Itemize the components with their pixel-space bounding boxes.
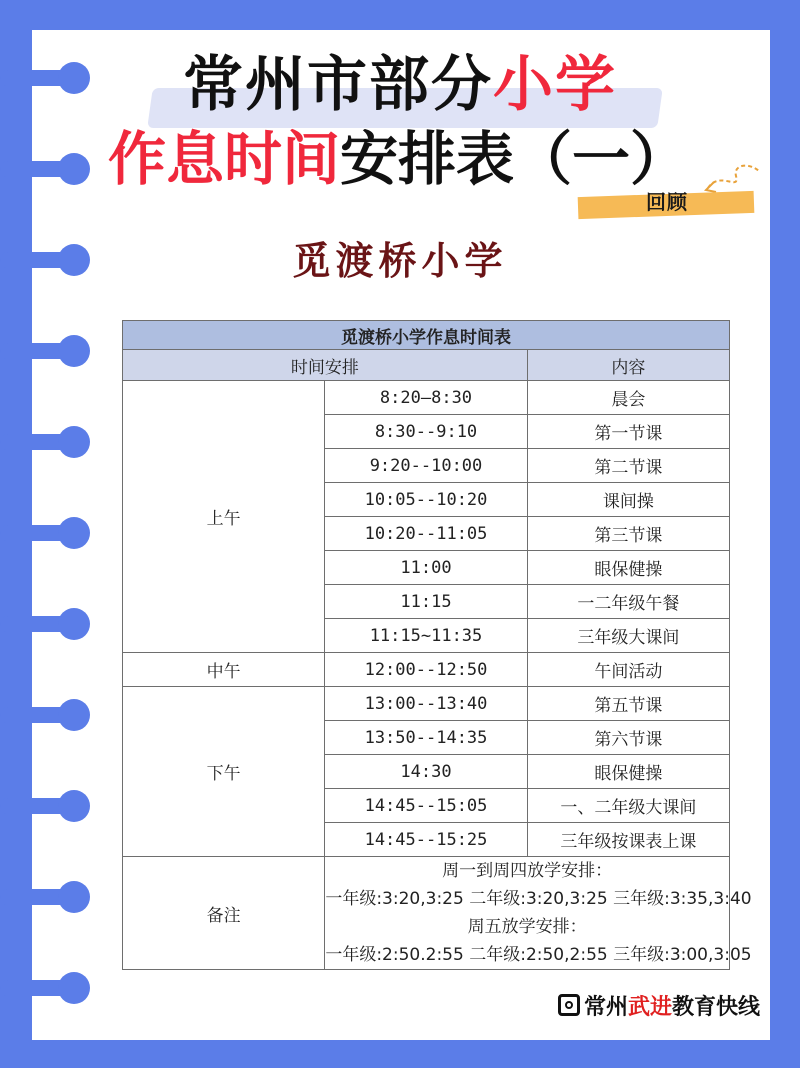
page-title-line2 bbox=[108, 124, 688, 194]
content-cell: 课间操 bbox=[527, 483, 729, 517]
title-text-black: 常州市部分 bbox=[183, 50, 493, 120]
table-row bbox=[123, 653, 730, 687]
time-cell: 14:45--15:05 bbox=[325, 789, 527, 823]
review-label: 回顾 bbox=[646, 190, 688, 214]
period-label-noon: 中午 bbox=[123, 653, 325, 687]
period-label-afternoon: 下午 bbox=[123, 687, 325, 857]
time-cell: 9:20--10:00 bbox=[325, 449, 527, 483]
binder-ring bbox=[0, 426, 88, 458]
time-cell: 14:30 bbox=[325, 755, 527, 789]
time-cell: 13:50--14:35 bbox=[325, 721, 527, 755]
schedule-table bbox=[122, 320, 752, 970]
content-cell: 第一节课 bbox=[527, 415, 729, 449]
content-cell: 眼保健操 bbox=[527, 551, 729, 585]
table-row bbox=[123, 687, 730, 721]
content-cell: 第二节课 bbox=[527, 449, 729, 483]
notes-line: 一年级:2:50.2:55 二年级:2:50,2:55 三年级:3:00,3:05 bbox=[325, 945, 752, 965]
brand-text: 常州 bbox=[583, 995, 628, 1020]
school-name-heading: 觅渡桥小学 bbox=[292, 238, 508, 283]
time-cell: 10:05--10:20 bbox=[325, 483, 527, 517]
binder-ring bbox=[0, 335, 88, 367]
content-cell: 第六节课 bbox=[527, 721, 729, 755]
time-cell: 8:20—8:30 bbox=[325, 381, 527, 415]
title-text-red: 作息时间 bbox=[108, 125, 341, 193]
content-cell: 午间活动 bbox=[527, 653, 729, 687]
table-row bbox=[123, 381, 730, 415]
binder-ring bbox=[0, 608, 88, 640]
content-cell: 第五节课 bbox=[527, 687, 729, 721]
content-cell: 一二年级午餐 bbox=[527, 585, 729, 619]
binder-ring bbox=[0, 881, 88, 913]
column-header-content: 内容 bbox=[527, 350, 729, 381]
notes-line: 周一到周四放学安排： bbox=[442, 861, 613, 881]
time-cell: 12:00--12:50 bbox=[325, 653, 527, 687]
binder-ring bbox=[0, 517, 88, 549]
time-cell: 10:20--11:05 bbox=[325, 517, 527, 551]
camera-icon bbox=[558, 994, 580, 1016]
notes-content bbox=[325, 857, 752, 970]
content-cell: 晨会 bbox=[527, 381, 729, 415]
time-cell: 8:30--9:10 bbox=[325, 415, 527, 449]
binder-ring bbox=[0, 972, 88, 1004]
brand-text: 教育快线 bbox=[671, 995, 760, 1020]
table-header-row bbox=[123, 350, 730, 381]
time-cell: 13:00--13:40 bbox=[325, 687, 527, 721]
notes-line: 一年级:3:20,3:25 二年级:3:20,3:25 三年级:3:35,3:40 bbox=[325, 889, 752, 909]
notes-label: 备注 bbox=[123, 857, 325, 970]
content-cell: 眼保健操 bbox=[527, 755, 729, 789]
notes-row bbox=[123, 857, 730, 970]
period-label-morning: 上午 bbox=[123, 381, 325, 653]
content-cell: 第三节课 bbox=[527, 517, 729, 551]
time-cell: 11:15~11:35 bbox=[325, 619, 527, 653]
time-cell: 11:15 bbox=[325, 585, 527, 619]
column-header-time: 时间安排 bbox=[123, 350, 528, 381]
time-cell: 11:00 bbox=[325, 551, 527, 585]
binder-ring bbox=[0, 790, 88, 822]
content-cell: 三年级按课表上课 bbox=[527, 823, 729, 857]
content-cell: 一、二年级大课间 bbox=[527, 789, 729, 823]
table-title: 觅渡桥小学作息时间表 bbox=[123, 321, 730, 350]
notes-line: 周五放学安排： bbox=[467, 917, 587, 937]
time-cell: 14:45--15:25 bbox=[325, 823, 527, 857]
title-text-black: 安排表（一） bbox=[340, 125, 689, 193]
binder-ring bbox=[0, 153, 88, 185]
title-text-red: 小学 bbox=[493, 50, 617, 120]
table-title-row bbox=[123, 321, 730, 350]
content-cell: 三年级大课间 bbox=[527, 619, 729, 653]
binder-ring bbox=[0, 699, 88, 731]
page-title-line1 bbox=[0, 50, 800, 120]
brand-watermark bbox=[558, 990, 760, 1021]
brand-text-red: 武进 bbox=[627, 995, 672, 1020]
